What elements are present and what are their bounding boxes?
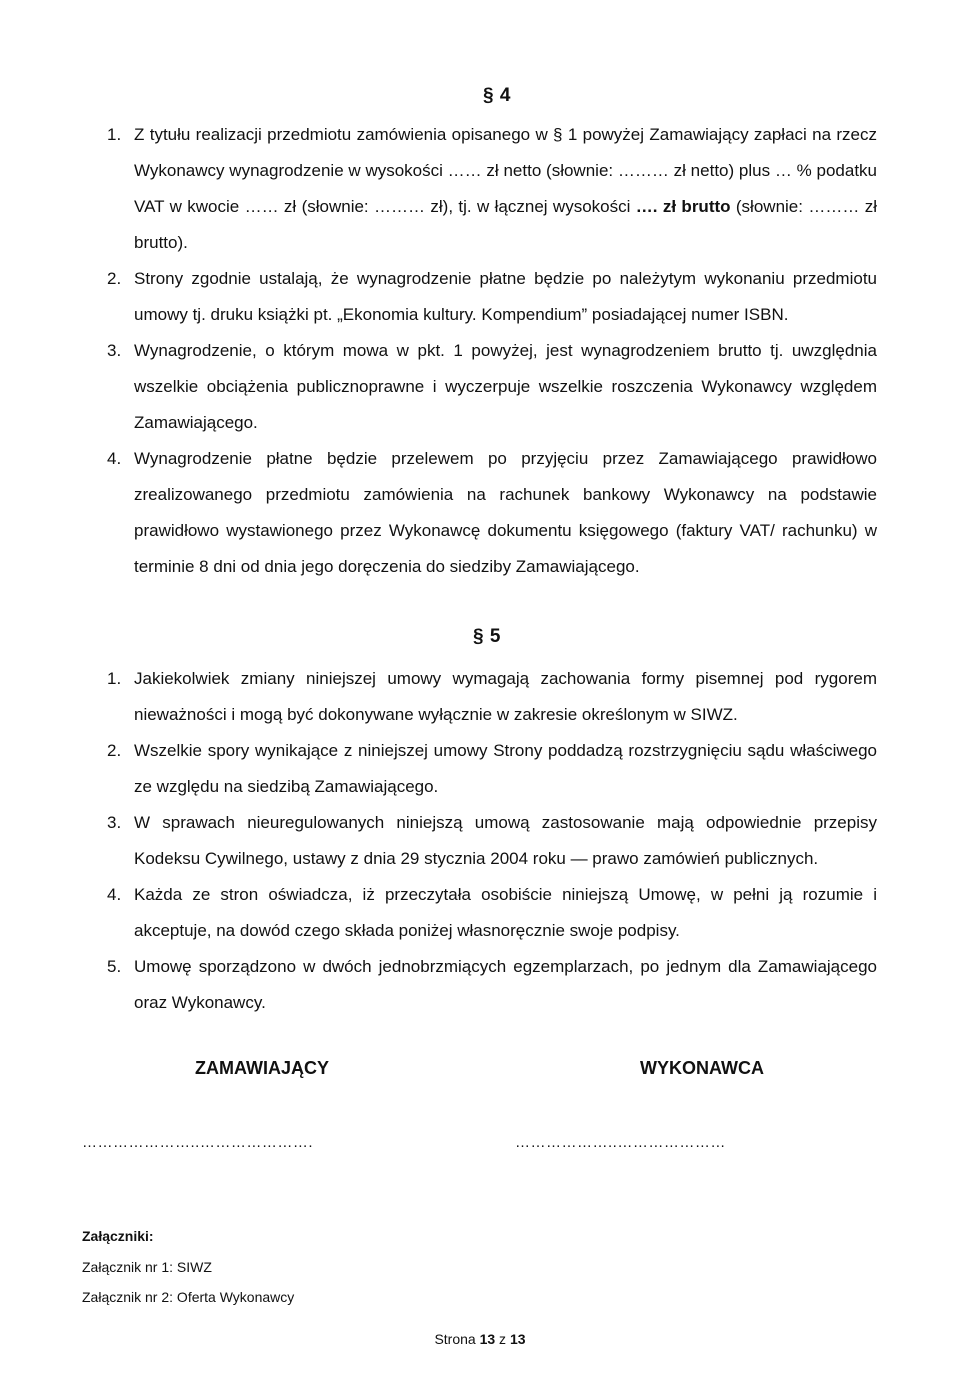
attachment-item: Załącznik nr 2: Oferta Wykonawcy <box>82 1289 295 1305</box>
section-4-list <box>107 117 877 585</box>
signature-label-employer: ZAMAWIAJĄCY <box>195 1058 329 1078</box>
item-text: Wynagrodzenie, o którym mowa w pkt. 1 powyżej, jest wynagrodzeniem brutto tj. uwzględnia wszelkie obciążenia publicznoprawne i wyczerpuje wszelkie roszczenia Wykonawcy względem Zamawiającego. <box>134 341 877 432</box>
list-item <box>107 733 877 805</box>
list-item <box>107 441 877 585</box>
item-number: 5. <box>107 957 122 976</box>
list-item <box>107 333 877 441</box>
footer-page-number: 13 <box>479 1331 496 1347</box>
list-item <box>107 877 877 949</box>
footer-middle: z <box>495 1331 510 1347</box>
item-text-bold: …. zł brutto <box>630 197 731 216</box>
item-number: 1. <box>107 669 122 688</box>
footer-prefix: Strona <box>434 1331 480 1347</box>
signature-label-contractor: WYKONAWCA <box>640 1058 764 1078</box>
list-item <box>107 949 877 1021</box>
item-number: 3. <box>107 341 122 360</box>
item-text: Jakiekolwiek zmiany niniejszej umowy wymagają zachowania formy pisemnej pod rygorem nieważności i mogą być dokonywane wyłącznie w zakresie określonym w SIWZ. <box>134 669 877 724</box>
item-text: Umowę sporządzono w dwóch jednobrzmiących egzemplarzach, po jednym dla Zamawiającego oraz Wykonawcy. <box>134 957 877 1012</box>
signature-line-employer: …………………..…………………. <box>82 1134 314 1151</box>
item-text: Wszelkie spory wynikające z niniejszej umowy Strony poddadzą rozstrzygnięciu sądu właściwego ze względu na siedzibą Zamawiającego. <box>134 741 877 796</box>
page-footer <box>0 1331 960 1347</box>
list-item <box>107 805 877 877</box>
item-text: Każda ze stron oświadcza, iż przeczytała osobiście niniejszą Umowę, w pełni ją rozumie i akceptuje, na dowód czego składa poniżej własnoręcznie swoje podpisy. <box>134 885 877 940</box>
item-number: 2. <box>107 741 122 760</box>
attachments-title: Załączniki: <box>82 1228 154 1244</box>
item-text: Z tytułu realizacji przedmiotu zamówienia opisanego w § 1 powyżej Zamawiający zapłaci na rzecz Wykonawcy wynagrodzenie w wysokości …… zł netto (słownie: ……… zł netto) plus … % podatku VAT w kwocie …… zł (słownie: ……… zł), tj. w łącznej wysokości <box>134 125 877 216</box>
list-item <box>107 261 877 333</box>
list-item <box>107 117 877 261</box>
section-heading-4: § 4 <box>483 85 511 106</box>
signature-line-contractor: ………………..………………… <box>515 1134 726 1151</box>
item-text: Strony zgodnie ustalają, że wynagrodzenie płatne będzie po należytym wykonaniu przedmiotu umowy tj. druku książki pt. „Ekonomia kultury. Kompendium” posiadającej numer ISBN. <box>134 269 877 324</box>
item-text: Wynagrodzenie płatne będzie przelewem po przyjęciu przez Zamawiającego prawidłowo zrealizowanego przedmiotu zamówienia na rachunek bankowy Wykonawcy na podstawie prawidłowo wystawionego przez Wykonawcę dokumentu księgowego (faktury VAT/ rachunku) w terminie 8 dni od dnia jego doręczenia do siedziby Zamawiającego. <box>134 449 877 576</box>
item-number: 1. <box>107 125 122 144</box>
item-text: W sprawach nieuregulowanych niniejszą umową zastosowanie mają odpowiednie przepisy Kodeksu Cywilnego, ustawy z dnia 29 stycznia 2004 roku — prawo zamówień publicznych. <box>134 813 877 868</box>
item-number: 4. <box>107 885 122 904</box>
item-number: 4. <box>107 449 122 468</box>
item-text: (słownie: ……… zł brutto). <box>134 197 877 252</box>
footer-total-pages: 13 <box>509 1331 526 1347</box>
section-heading-5: § 5 <box>473 626 501 647</box>
section-5-list <box>107 661 877 1021</box>
item-number: 3. <box>107 813 122 832</box>
item-number: 2. <box>107 269 122 288</box>
list-item <box>107 661 877 733</box>
attachment-item: Załącznik nr 1: SIWZ <box>82 1259 212 1275</box>
